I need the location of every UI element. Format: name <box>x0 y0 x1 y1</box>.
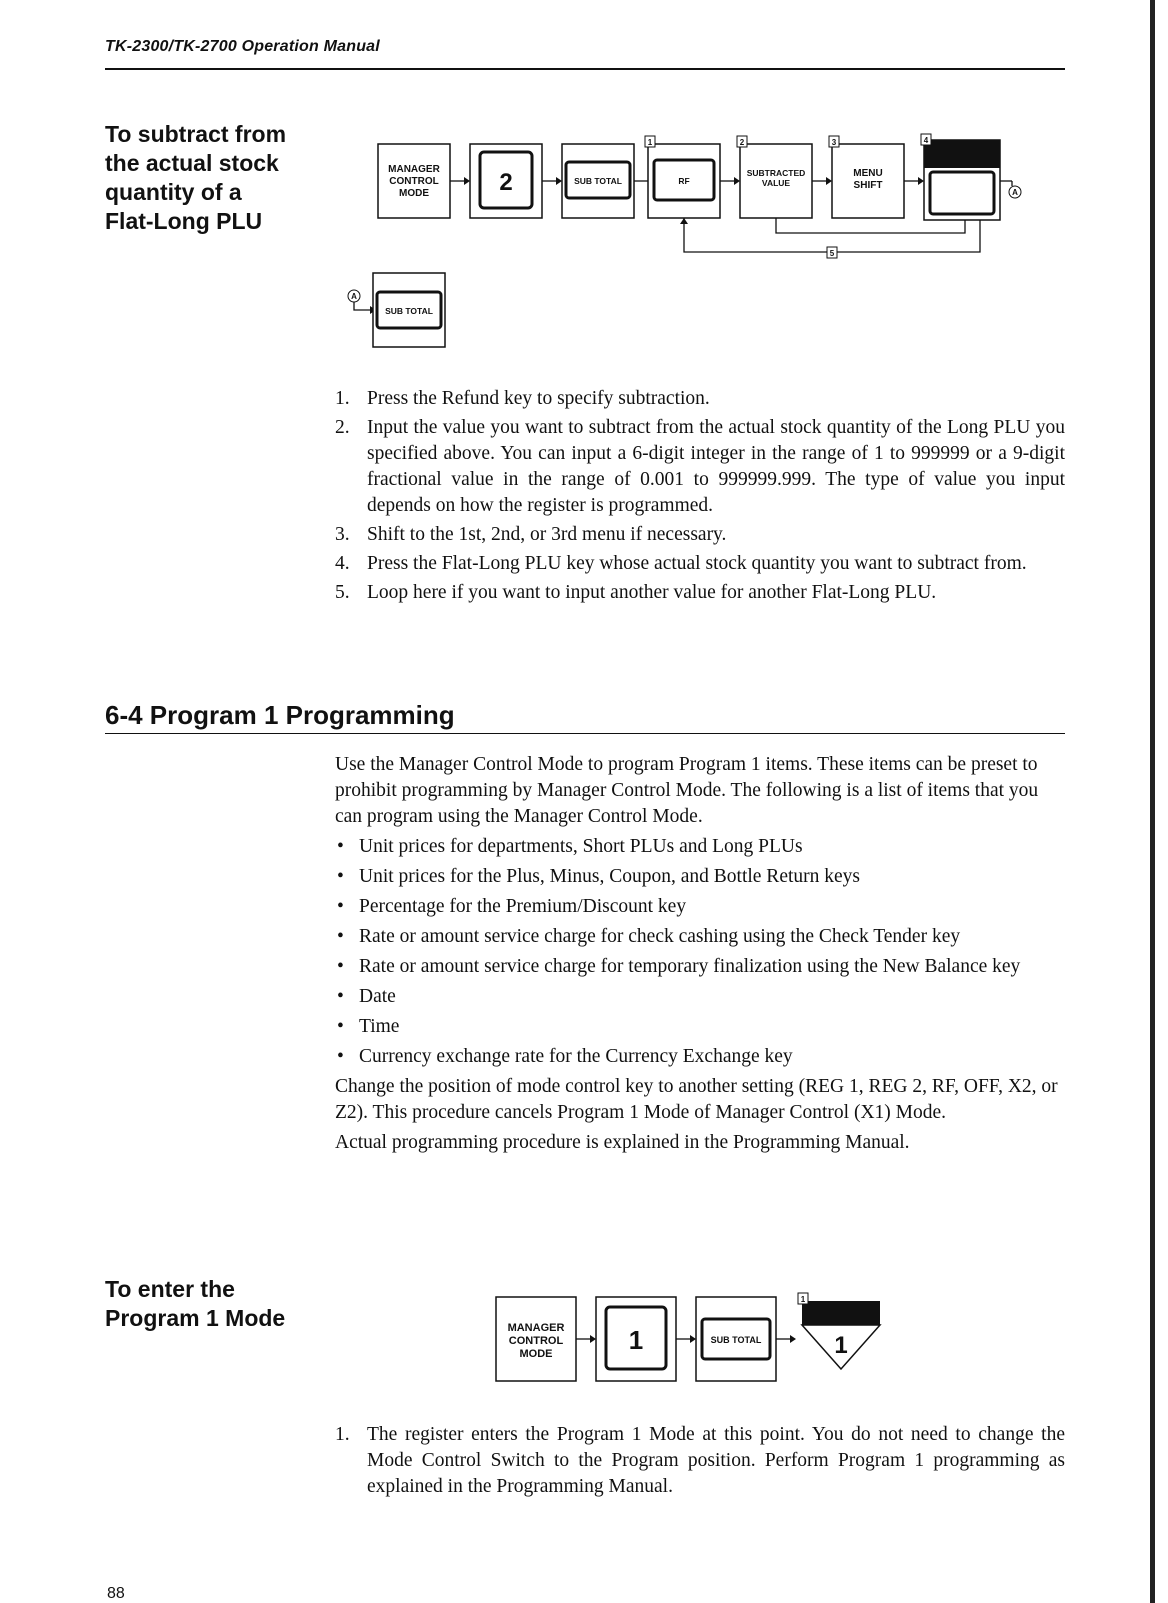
svg-text:4: 4 <box>923 136 929 145</box>
svg-text:A: A <box>1012 188 1018 197</box>
section-heading-program1: 6-4 Program 1 Programming <box>105 700 455 730</box>
reference-paragraph: Actual programming procedure is explained in the Programming Manual. <box>335 1132 910 1153</box>
list-item: • Percentage for the Premium/Discount key <box>335 894 1065 920</box>
key-manager-control-mode-2 <box>496 1297 576 1381</box>
svg-text:1: 1 <box>647 138 653 147</box>
svg-text:CONTROL: CONTROL <box>389 176 439 187</box>
svg-text:MODE: MODE <box>519 1348 553 1360</box>
key-subtracted-value <box>737 136 812 218</box>
svg-text:3: 3 <box>831 138 837 147</box>
key-menu-shift <box>829 136 904 218</box>
display-program1 <box>798 1293 880 1369</box>
key-1 <box>596 1297 676 1381</box>
svg-text:1: 1 <box>628 1325 644 1355</box>
key-manager-control-mode <box>378 144 450 218</box>
step-4: 4. Press the Flat-Long PLU key whose actual stock quantity you want to subtract from. <box>335 553 1027 574</box>
svg-text:1: 1 <box>800 1295 806 1304</box>
svg-text:VALUE: VALUE <box>761 178 791 188</box>
running-header: TK-2300/TK-2700 Operation Manual <box>105 38 380 55</box>
step-1: 1. The register enters the Program 1 Mode at this point. You do not need to change the Mode Control Switch to the Program position. Perform Program 1 programming as explained in the Programming Manual. <box>335 1424 1065 1497</box>
list-item: • Date <box>335 984 1065 1010</box>
svg-text:MODE: MODE <box>399 188 429 199</box>
svg-text:MANAGER: MANAGER <box>388 164 440 175</box>
step-2: 2. Input the value you want to subtract from the actual stock quantity of the Long PLU you specified above. You can input a 6-digit integer in the range of 1 to 999999 or a 9-digit fractional value in the range of 0.001 to 999999.999. The type of value you input depends on how the register is programmed. <box>335 417 1065 516</box>
header-rule <box>105 68 1065 70</box>
svg-text:2: 2 <box>739 138 745 147</box>
svg-text:MENU: MENU <box>853 168 883 179</box>
svg-text:A: A <box>351 292 357 301</box>
program1-body <box>335 752 1065 1160</box>
side-heading-subtract-stock: To subtract from the actual stock quantity of a Flat-Long PLU <box>105 121 287 234</box>
key-sub-total-final <box>373 273 445 347</box>
program1-items-list <box>335 834 1065 1070</box>
svg-text:SUB TOTAL: SUB TOTAL <box>385 306 433 316</box>
svg-text:1: 1 <box>834 1332 848 1359</box>
svg-text:5: 5 <box>829 249 835 258</box>
key-flat-long-plu <box>921 134 1000 220</box>
list-item: • Time <box>335 1014 1065 1040</box>
svg-text:SUB TOTAL: SUB TOTAL <box>710 1335 762 1345</box>
svg-text:SUBTRACTED: SUBTRACTED <box>746 168 806 178</box>
key-sub-total-2 <box>696 1297 776 1381</box>
svg-text:2: 2 <box>499 169 513 196</box>
list-item: • Rate or amount service charge for temporary finalization using the New Balance key <box>335 954 1065 980</box>
svg-text:SUB TOTAL: SUB TOTAL <box>574 176 622 186</box>
intro-paragraph: Use the Manager Control Mode to program Program 1 items. These items can be preset to prohibit programming by Manager Control Mode. The following is a list of items that you can program using the Manager Control Mode. <box>335 754 1039 827</box>
side-heading-enter-program1: To enter the Program 1 Mode <box>105 1276 286 1331</box>
list-item: • Currency exchange rate for the Currency Exchange key <box>335 1044 1065 1070</box>
svg-text:CONTROL: CONTROL <box>508 1335 564 1347</box>
step-5: 5. Loop here if you want to input another value for another Flat-Long PLU. <box>335 582 937 603</box>
list-item: • Rate or amount service charge for check cashing using the Check Tender key <box>335 924 1065 950</box>
page-number: 88 <box>107 1585 125 1602</box>
scan-edge <box>1150 0 1155 1603</box>
list-item: • Unit prices for departments, Short PLUs and Long PLUs <box>335 834 1065 860</box>
key-2 <box>470 144 542 218</box>
section-rule <box>105 733 1065 734</box>
key-refund <box>645 136 720 218</box>
subtract-stock-key-diagram <box>340 130 1060 360</box>
svg-text:SHIFT: SHIFT <box>853 180 883 191</box>
subtract-stock-steps <box>335 386 1065 609</box>
enter-program1-key-diagram <box>490 1285 910 1395</box>
mode-change-paragraph: Change the position of mode control key to another setting (REG 1, REG 2, RF, OFF, X2, or Z2). This procedure cancels Program 1 Mode of Manager Control (X1) Mode. <box>335 1076 1058 1123</box>
step-1: 1. Press the Refund key to specify subtraction. <box>335 388 710 409</box>
step-3: 3. Shift to the 1st, 2nd, or 3rd menu if necessary. <box>335 524 727 545</box>
svg-text:RF: RF <box>678 176 690 186</box>
list-item: • Unit prices for the Plus, Minus, Coupon, and Bottle Return keys <box>335 864 1065 890</box>
enter-program1-steps <box>335 1422 1065 1503</box>
key-sub-total <box>562 144 634 218</box>
svg-text:MANAGER: MANAGER <box>507 1322 565 1334</box>
